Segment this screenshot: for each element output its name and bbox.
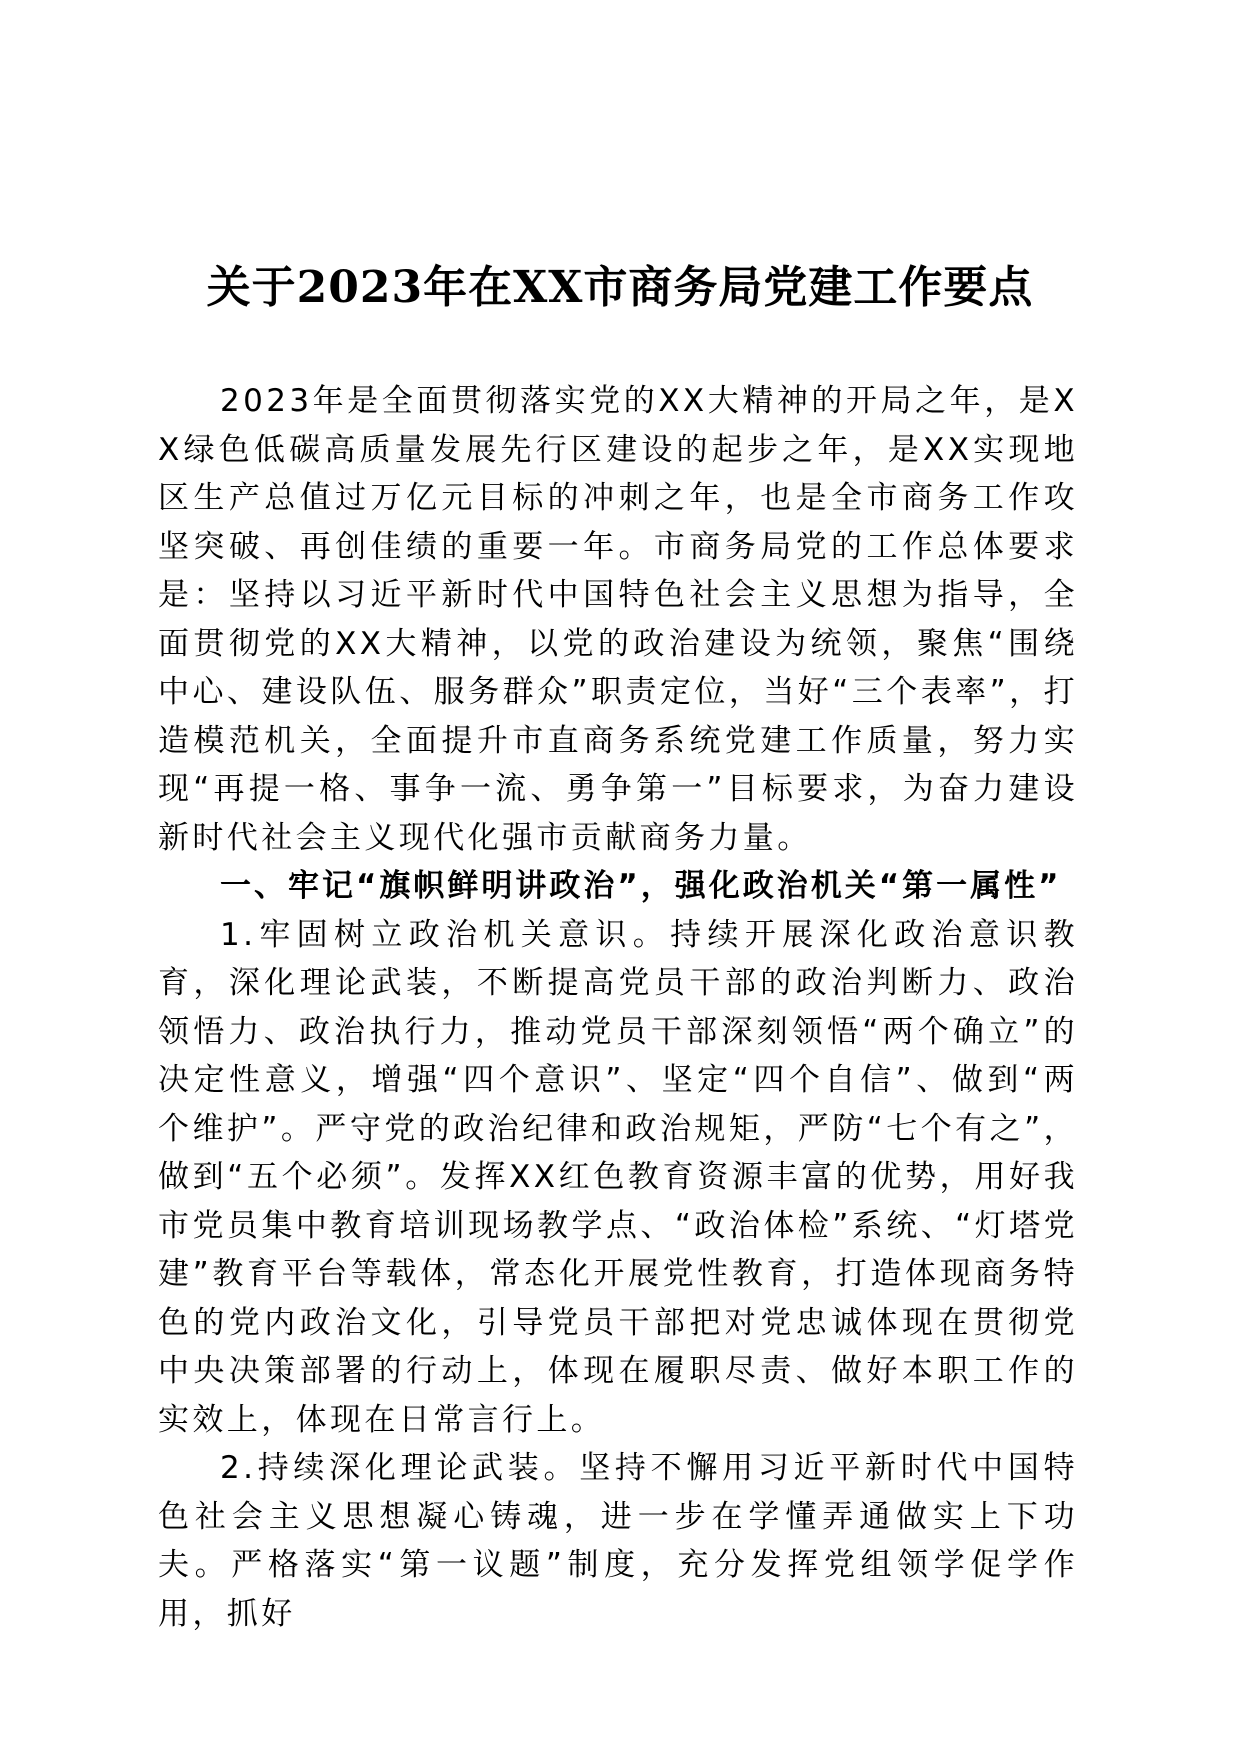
intro-paragraph: 2023年是全面贯彻落实党的XX大精神的开局之年，是XX绿色低碳高质量发展先行区建设的起步之年，是XX实现地区生产总值过万亿元目标的冲刺之年，也是全市商务工作攻坚突破、再创佳绩的重要一年。市商务局党的工作总体要求是：坚持以习近平新时代中国特色社会主义思想为指导，全面贯彻党的XX大精神，以党的政治建设为统领，聚焦“围绕中心、建设队伍、服务群众”职责定位，当好“三个表率”，打造模范机关，全面提升市直商务系统党建工作质量，努力实现“再提一格、事争一流、勇争第一”目标要求，为奋力建设新时代社会主义现代化强市贡献商务力量。 bbox=[158, 383, 1078, 856]
section-heading: 一、牢记“旗帜鲜明讲政治”，强化政治机关“第一属性” bbox=[220, 868, 1062, 904]
list-item-2: 2.持续深化理论武装。坚持不懈用习近平新时代中国特色社会主义思想凝心铸魂，进一步在学懂弄通做实上下功夫。严格落实“第一议题”制度，充分发挥党组领学促学作用，抓好 bbox=[158, 1450, 1078, 1632]
document-body bbox=[158, 377, 1078, 1638]
list-item-1: 1.牢固树立政治机关意识。持续开展深化政治意识教育，深化理论武装，不断提高党员干部的政治判断力、政治领悟力、政治执行力，推动党员干部深刻领悟“两个确立”的决定性意义，增强“四个意识”、坚定“四个自信”、做到“两个维护”。严守党的政治纪律和政治规矩，严防“七个有之”，做到“五个必须”。发挥XX红色教育资源丰富的优势，用好我市党员集中教育培训现场教学点、“政治体检”系统、“灯塔党建”教育平台等载体，常态化开展党性教育，打造体现商务特色的党内政治文化，引导党员干部把对党忠诚体现在贯彻党中央决策部署的行动上，体现在履职尽责、做好本职工作的实效上，体现在日常言行上。 bbox=[158, 916, 1078, 1438]
document-title: 关于2023年在XX市商务局党建工作要点 bbox=[206, 262, 1034, 313]
